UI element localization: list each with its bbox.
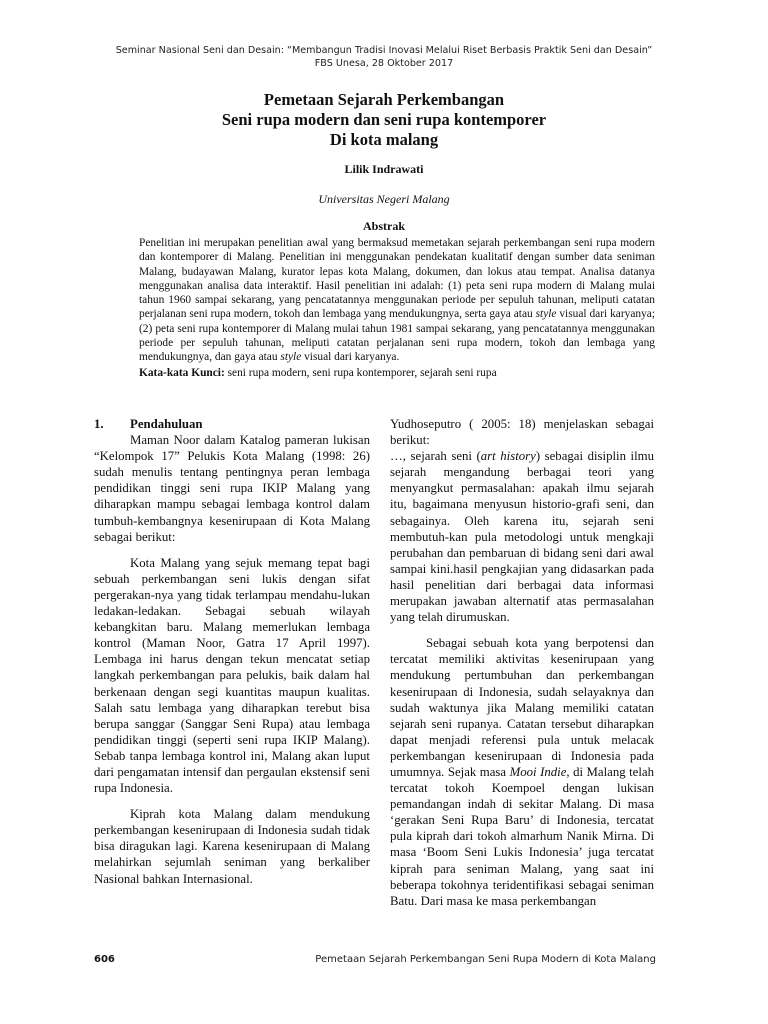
section-heading <box>94 416 370 432</box>
section-number: 1. <box>94 417 104 431</box>
block-quote: Kota Malang yang sejuk memang tepat bagi sebuah perkembangan seni lukis dengan sifat pergerakan-nya yang tidak terlampau mendahu-lukan ledakan-ledakan. Sebagai sebuah wilayah kebangkitan baru. Malang memerlukan lembaga kontrol (Maman Noor, Gatra 17 April 1997). Lembaga ini harus dengan tekun mencatat setiap langkah perkembangan para pelukis, baik dalam hal berkenaan dengan segi kuantitas maupun kualitas. Salah satu lembaga yang diharapkan terebut bisa berupa sanggar (Sanggar Seni Rupa) atau lembaga pendidikan tinggi (seperti seni rupa IKIP Malang). Sebab tanpa lembaga kontrol ini, Malang akan luput dari pengamatan intensif dan pergaulan ekstensif seni rupa Indonesia. <box>94 555 370 796</box>
conference-header <box>0 44 768 70</box>
paragraph: Kiprah kota Malang dalam mendukung perkembangan kesenirupaan di Indonesia sudah tidak bisa diragukan lagi. Karena kesenirupaan di Malang melahirkan sejumlah seniman yang berkaliber Nasional bahkan Internasional. <box>94 807 370 886</box>
paragraph: Sebagai sebuah kota yang berpotensi dan tercatat memiliki aktivitas kesenirupaan yang mendukung pertumbuhan dan perkembangan kesenirupaan di Indonesia, sudah selayaknya dan sudah waktunya jika Malang memiliki catatan sejarah seni rupanya. Catatan tersebut diharapkan dapat menjadi referensi pula untuk melacak perkembangan kesenirupaan di Indonesia pada umumnya. Sejak masa Mooi Indie, di Malang telah tercatat tokoh Koempoel dengan lukisan pemandangan indah di sekitar Malang. Di masa ‘gerakan Seni Rupa Baru’ di Indonesia, tercatat pula kiprah dari tokoh almarhum Nanik Mirna. Di masa ‘Boom Seni Lukis Indonesia’ juga tercatat kiprah para seniman Malang, yang saat ini beberapa tokohnya teridentifikasi sebagai seniman Batu. Dari masa ke masa perkembangan <box>390 636 655 908</box>
conference-title-line: Seminar Nasional Seni dan Desain: “Membangun Tradisi Inovasi Melalui Riset Berbasis Praktik Seni dan Desain” <box>115 45 653 56</box>
block-quote: …, sejarah seni (art history) sebagai disiplin ilmu sejarah mengandung berbagai teori yang menyangkut permasalahan: apakah ilmu sejarah itu, bagaimana menyusun historio-grafi seni, dan sebagainya. Oleh karena itu, sejarah seni membutuh-kan pula metodologi untuk mengkaji perubahan dan pembaruan di bidang seni dari awal sampai kini.hasil pengkajian yang didasarkan pada hasil penelitian dari berbagai data informasi merupakan jawaban alternatif atas permasalahan yang telah dirumuskan. <box>390 449 654 625</box>
right-column <box>390 416 654 909</box>
abstract-text: Penelitian ini merupakan penelitian awal yang bermaksud memetakan sejarah perkembangan seni rupa modern dan kontemporer di Malang. Penelitian ini menggunakan pendekatan kualitatif dengan sumber data seniman Malang, budayawan Malang, kurator lepas kota Malang, dokumen, dan lokus atau tempat. Analisa datanya menggunakan analisa data interaktif. Hasil penelitian ini adalah: (1) peta seni rupa modern di Malang mulai tahun 1960 sampai sekarang, yang pencatatannya menggunakan periode per sepuluh tahunan, meliputi catatan perjalanan seni rupa modern, tokoh dan lembaga yang mendukungnya, serta gaya atau style visual dari karyanya; (2) peta seni rupa kontemporer di Malang mulai tahun 1981 sampai sekarang, yang pencatatannya menggunakan periode per sepuluh tahunan, meliputi catatan perjalanan seni rupa modern, tokoh dan lembaga yang mendukungnya, dan gaya atau style visual dari karyanya. <box>139 237 655 364</box>
left-column <box>94 416 370 887</box>
keywords-label: Kata-kata Kunci: <box>139 366 225 379</box>
author-name: Lilik Indrawati <box>344 162 424 176</box>
abstract-body <box>139 236 655 380</box>
author-affiliation: Universitas Negeri Malang <box>318 192 450 206</box>
paper-title <box>0 90 768 150</box>
conference-date-line: FBS Unesa, 28 Oktober 2017 <box>314 58 454 69</box>
page-footer <box>94 954 656 970</box>
title-line-3: Di kota malang <box>329 130 439 149</box>
keywords <box>139 366 655 380</box>
keywords-list: seni rupa modern, seni rupa kontemporer, sejarah seni rupa <box>224 366 497 379</box>
title-line-2: Seni rupa modern dan seni rupa kontemporer <box>221 110 547 129</box>
paragraph: Yudhoseputro ( 2005: 18) menjelaskan sebagai berikut: <box>390 417 654 448</box>
title-line-1: Pemetaan Sejarah Perkembangan <box>263 90 505 109</box>
abstract-heading: Abstrak <box>362 219 405 233</box>
page-number: 606 <box>94 954 115 965</box>
section-title: Pendahuluan <box>130 417 203 431</box>
paragraph: Maman Noor dalam Katalog pameran lukisan “Kelompok 17” Pelukis Kota Malang (1998: 26) sudah menulis tentang pentingnya peran lembaga pendidikan tinggi seni rupa IKIP Malang yang diharapkan mampu sebagai lembaga kontrol dalam tumbuh-kembangnya kesenirupaan di Kota Malang sebagai berikut: <box>94 433 370 544</box>
running-title: Pemetaan Sejarah Perkembangan Seni Rupa Modern di Kota Malang <box>315 954 656 965</box>
